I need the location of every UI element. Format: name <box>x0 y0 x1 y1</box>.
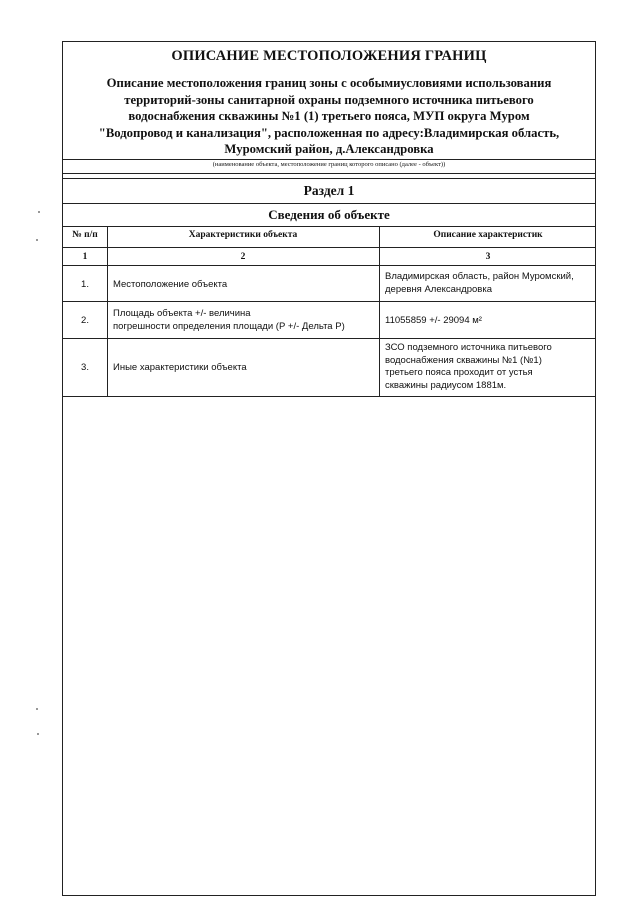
table-top-border <box>63 226 595 227</box>
row-characteristic <box>113 279 227 292</box>
description-line: водоснабжения скважины №1 (№1) <box>385 354 542 366</box>
description-line: третьего пояса проходит от устья <box>385 367 533 378</box>
description-line: 11055859 +/- 29094 м² <box>385 315 482 326</box>
divider <box>63 173 595 174</box>
document-title: ОПИСАНИЕ МЕСТОПОЛОЖЕНИЯ ГРАНИЦ <box>171 48 487 64</box>
row-description <box>385 271 574 296</box>
characteristic-line: Иные характеристики объекта <box>113 362 247 373</box>
row-description <box>385 342 552 392</box>
description-line: Владимирская область, район Муромский, <box>385 271 574 282</box>
row-characteristic <box>113 362 247 375</box>
row-border <box>63 301 595 302</box>
table-bottom-border <box>63 396 595 397</box>
row-border <box>63 265 595 266</box>
column-number-3: 3 <box>485 252 491 262</box>
divider <box>63 203 595 204</box>
row-border <box>63 338 595 339</box>
description-line: водоснабжения скважины №1 (1) третьего пояса, МУП округа Муром <box>128 109 530 123</box>
row-number: 2. <box>81 315 89 326</box>
header-number: № п/п <box>72 230 98 240</box>
scan-speck <box>36 708 38 710</box>
description-line: скважины радиусом 1881м. <box>385 379 507 391</box>
row-number: 1. <box>81 279 89 290</box>
characteristic-line: Местоположение объекта <box>113 279 228 290</box>
header-description: Описание характеристик <box>433 230 543 240</box>
scan-speck <box>38 211 40 213</box>
description-line: Описание местоположения границ зоны с особымиусловиями использования <box>106 76 552 90</box>
divider <box>63 178 595 179</box>
characteristic-line: Площадь объекта +/- величина <box>113 308 251 319</box>
row-description <box>385 315 482 328</box>
row-border <box>63 247 595 248</box>
column-number-2: 2 <box>240 252 246 262</box>
scan-speck <box>36 239 38 241</box>
section-subtitle: Сведения об объекте <box>268 207 390 222</box>
header-characteristic: Характеристики объекта <box>188 230 298 240</box>
section-title: Раздел 1 <box>303 183 355 198</box>
scan-speck <box>37 733 39 735</box>
object-caption: (наименование объекта, местоположение границ которого описано (далее - объект)) <box>212 161 446 168</box>
divider <box>63 159 595 160</box>
row-number: 3. <box>81 362 89 373</box>
description-line: "Водопровод и канализация", расположенная по адресу:Владимирская область, <box>98 125 560 140</box>
characteristic-line: погрешности определения площади (Р +/- Дельта Р) <box>113 320 345 332</box>
row-characteristic <box>113 308 345 333</box>
description-line: ЗСО подземного источника питьевого <box>385 342 552 353</box>
description-line: деревня Александровка <box>385 283 492 295</box>
description-line: территорий-зоны санитарной охраны подземного источника питьевого <box>124 92 534 107</box>
document-frame <box>62 41 596 896</box>
column-number-1: 1 <box>82 252 88 262</box>
description-line: Муромский район, д.Александровка <box>224 142 434 156</box>
object-description <box>73 75 585 158</box>
